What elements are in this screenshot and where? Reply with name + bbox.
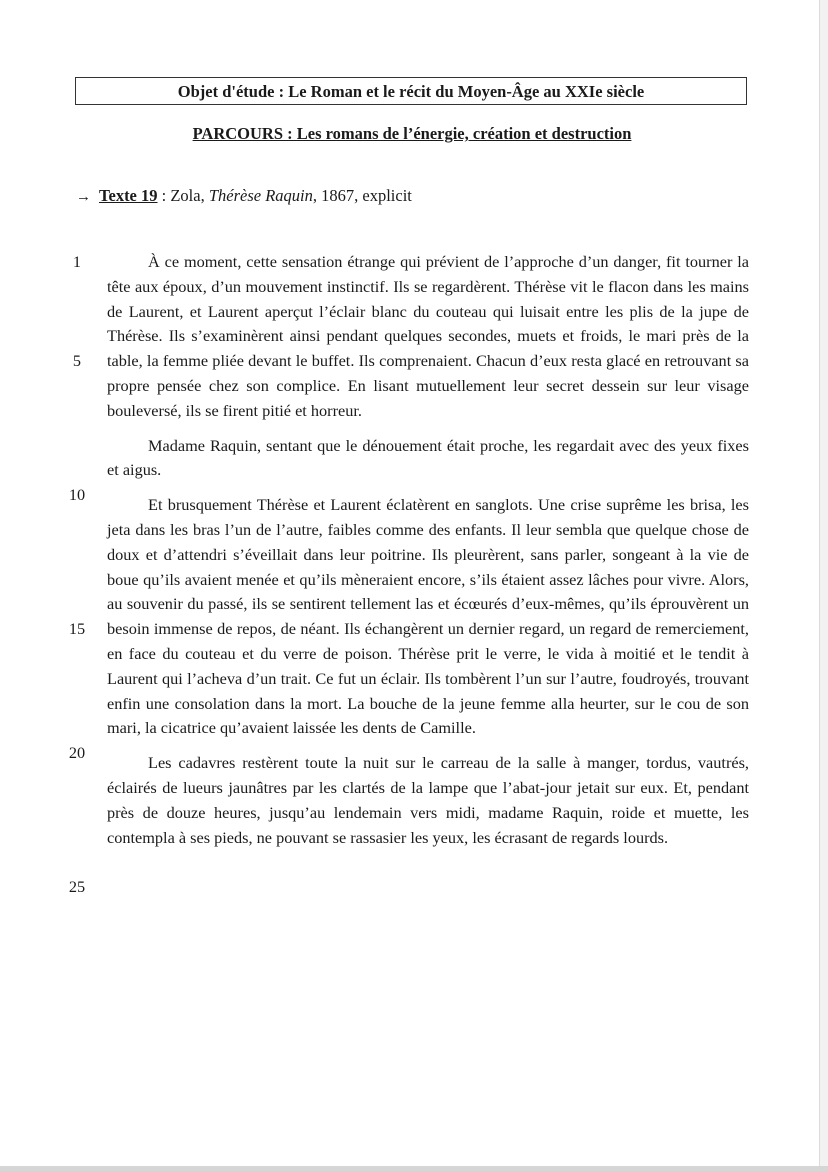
parcours-title: PARCOURS : Les romans de l’énergie, création et destruction xyxy=(192,124,632,143)
text-details: , 1867, explicit xyxy=(312,186,412,205)
line-number: 15 xyxy=(68,619,86,638)
object-study-title: Objet d'étude : Le Roman et le récit du Moyen-Âge au XXIe siècle xyxy=(75,77,747,105)
work-title: Thérèse Raquin xyxy=(208,186,313,205)
paragraph: Et brusquement Thérèse et Laurent éclatèrent en sanglots. Une crise suprême les brisa, les jeta dans les bras l’un de l’autre, faibles comme des enfants. Il leur sembla que quelque chose de doux et d’attendri s’éveillait dans leur poitrine. Ils pleurèrent, sans parler, songeant à la vie de boue qu’ils avaient menée et qu’ils mèneraient encore, s’ils étaient assez lâches pour vivre. Alors, au souvenir du passé, ils se sentirent tellement las et écœurés d’eux-mêmes, qu’ils éprouvèrent un besoin immense de repos, de néant. Ils échangèrent un dernier regard, un regard de remerciement, en face du couteau et du verre de poison. Thérèse prit le verre, le vida à moitié et le tendit à Laurent qui l’acheva d’un trait. Ce fut un éclair. Ils tombèrent l’un sur l’autre, foudroyés, trouvant enfin une consolation dans la mort. La bouche de la jeune femme alla heurter, sur le cou de son mari, la cicatrice qu’avaient laissée les dents de Camille. xyxy=(107,495,749,738)
page-edge-bottom xyxy=(0,1166,828,1171)
excerpt-body xyxy=(107,250,749,860)
paragraph: À ce moment, cette sensation étrange qui prévient de l’approche d’un danger, fit tourner la tête aux époux, d’un mouvement instinctif. Ils se regardèrent. Thérèse vit le flacon dans les mains de Laurent, et Laurent aperçut l’éclair blanc du couteau qui luisait entre les plis de la jupe de Thérèse. Ils s’examinèrent ainsi pendant quelques secondes, muets et froids, le mari près de la table, la femme pliée devant le buffet. Ils comprenaient. Chacun d’eux resta glacé en retrouvant sa propre pensée chez son complice. En lisant mutuellement leur secret dessein sur leur visage bouleversé, ils se firent pitié et horreur. xyxy=(107,252,749,420)
text-reference xyxy=(76,186,412,206)
paragraph: Les cadavres restèrent toute la nuit sur le carreau de la salle à manger, tordus, vautrés, éclairés de lueurs jaunâtres par les clartés de la lampe que l’abat-jour jetait sur eux. Et, pendant près de douze heures, jusqu’au lendemain vers midi, madame Raquin, roide et muette, les contempla à ses pieds, ne pouvant se rassasier les yeux, les écrasant de regards lourds. xyxy=(107,753,749,847)
page-edge-right xyxy=(819,0,828,1171)
text-author: : Zola, xyxy=(157,186,209,205)
line-number: 25 xyxy=(68,877,86,896)
arrow-icon: → xyxy=(76,189,91,205)
paragraph: Madame Raquin, sentant que le dénouement était proche, les regardait avec des yeux fixes et aigus. xyxy=(107,435,749,480)
line-number: 5 xyxy=(72,351,82,370)
line-number: 10 xyxy=(68,485,86,504)
text-label: Texte 19 xyxy=(99,186,158,205)
line-number: 1 xyxy=(72,252,82,271)
line-number: 20 xyxy=(68,743,86,762)
